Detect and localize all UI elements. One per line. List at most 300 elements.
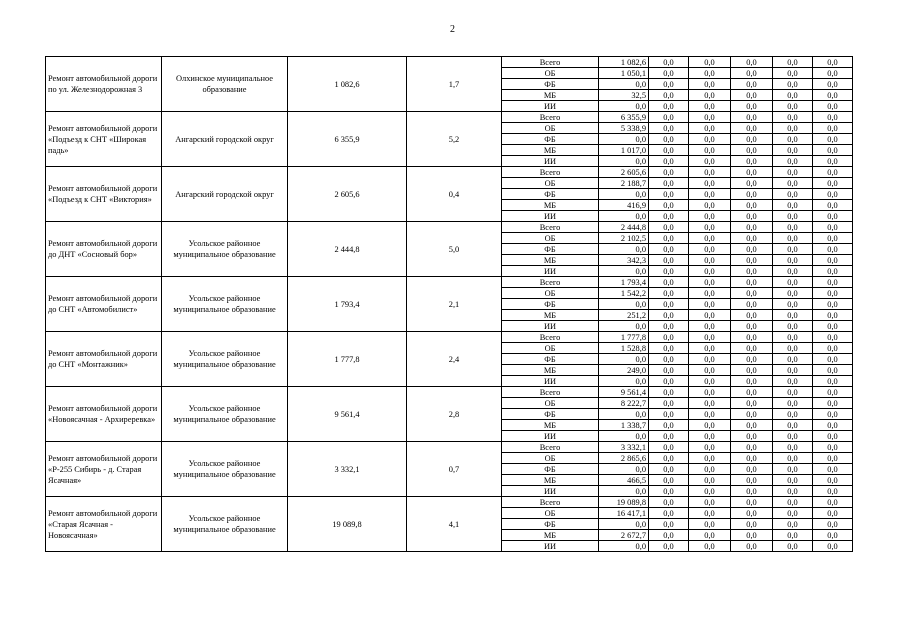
year-amount-cell: 0,0 <box>689 200 731 211</box>
funding-amount-cell: 2 605,6 <box>599 167 649 178</box>
funding-amount-cell: 1 050,1 <box>599 68 649 79</box>
total-sum-cell: 9 561,4 <box>288 387 407 442</box>
table-row <box>46 497 853 508</box>
year-amount-cell: 0,0 <box>773 288 813 299</box>
year-amount-cell: 0,0 <box>731 475 773 486</box>
year-amount-cell: 0,0 <box>731 244 773 255</box>
table-row <box>46 442 853 453</box>
year-amount-cell: 0,0 <box>689 134 731 145</box>
funding-amount-cell: 2 102,5 <box>599 233 649 244</box>
year-amount-cell: 0,0 <box>773 420 813 431</box>
year-amount-cell: 0,0 <box>773 387 813 398</box>
year-amount-cell: 0,0 <box>731 519 773 530</box>
funding-source-cell: ОБ <box>502 178 599 189</box>
year-amount-cell: 0,0 <box>649 189 689 200</box>
road-length-cell: 2,8 <box>407 387 502 442</box>
year-amount-cell: 0,0 <box>649 519 689 530</box>
funding-source-cell: ОБ <box>502 508 599 519</box>
year-amount-cell: 0,0 <box>731 167 773 178</box>
year-amount-cell: 0,0 <box>813 178 853 189</box>
total-sum-cell: 19 089,8 <box>288 497 407 552</box>
road-length-cell: 5,0 <box>407 222 502 277</box>
funding-amount-cell: 0,0 <box>599 101 649 112</box>
year-amount-cell: 0,0 <box>649 123 689 134</box>
year-amount-cell: 0,0 <box>813 387 853 398</box>
table-row <box>46 57 853 68</box>
year-amount-cell: 0,0 <box>649 244 689 255</box>
funding-amount-cell: 1 082,6 <box>599 57 649 68</box>
road-length-cell: 2,1 <box>407 277 502 332</box>
year-amount-cell: 0,0 <box>689 409 731 420</box>
year-amount-cell: 0,0 <box>689 299 731 310</box>
year-amount-cell: 0,0 <box>649 211 689 222</box>
year-amount-cell: 0,0 <box>689 398 731 409</box>
year-amount-cell: 0,0 <box>773 156 813 167</box>
year-amount-cell: 0,0 <box>813 376 853 387</box>
year-amount-cell: 0,0 <box>731 497 773 508</box>
year-amount-cell: 0,0 <box>773 57 813 68</box>
year-amount-cell: 0,0 <box>813 101 853 112</box>
road-name-cell: Ремонт автомобильной дороги «Подъезд к СНТ «Широкая падь» <box>46 112 162 167</box>
funding-amount-cell: 1 542,2 <box>599 288 649 299</box>
funding-source-cell: ИИ <box>502 376 599 387</box>
table-row <box>46 332 853 343</box>
year-amount-cell: 0,0 <box>689 189 731 200</box>
road-name-cell: Ремонт автомобильной дороги до СНТ «Автомобилист» <box>46 277 162 332</box>
year-amount-cell: 0,0 <box>773 112 813 123</box>
year-amount-cell: 0,0 <box>731 145 773 156</box>
year-amount-cell: 0,0 <box>689 233 731 244</box>
year-amount-cell: 0,0 <box>773 541 813 552</box>
funding-amount-cell: 0,0 <box>599 189 649 200</box>
funding-source-cell: ИИ <box>502 541 599 552</box>
year-amount-cell: 0,0 <box>689 123 731 134</box>
year-amount-cell: 0,0 <box>731 134 773 145</box>
funding-amount-cell: 0,0 <box>599 354 649 365</box>
year-amount-cell: 0,0 <box>689 288 731 299</box>
year-amount-cell: 0,0 <box>773 365 813 376</box>
year-amount-cell: 0,0 <box>649 365 689 376</box>
year-amount-cell: 0,0 <box>649 475 689 486</box>
municipality-cell: Олхинское муниципальное образование <box>162 57 288 112</box>
year-amount-cell: 0,0 <box>813 79 853 90</box>
year-amount-cell: 0,0 <box>813 310 853 321</box>
year-amount-cell: 0,0 <box>813 57 853 68</box>
year-amount-cell: 0,0 <box>731 464 773 475</box>
year-amount-cell: 0,0 <box>731 310 773 321</box>
road-length-cell: 5,2 <box>407 112 502 167</box>
year-amount-cell: 0,0 <box>813 112 853 123</box>
year-amount-cell: 0,0 <box>813 464 853 475</box>
funding-amount-cell: 9 561,4 <box>599 387 649 398</box>
year-amount-cell: 0,0 <box>649 530 689 541</box>
year-amount-cell: 0,0 <box>731 409 773 420</box>
year-amount-cell: 0,0 <box>731 332 773 343</box>
year-amount-cell: 0,0 <box>649 68 689 79</box>
year-amount-cell: 0,0 <box>649 167 689 178</box>
year-amount-cell: 0,0 <box>689 530 731 541</box>
year-amount-cell: 0,0 <box>689 145 731 156</box>
year-amount-cell: 0,0 <box>649 255 689 266</box>
year-amount-cell: 0,0 <box>731 398 773 409</box>
year-amount-cell: 0,0 <box>773 431 813 442</box>
year-amount-cell: 0,0 <box>731 541 773 552</box>
year-amount-cell: 0,0 <box>773 145 813 156</box>
funding-source-cell: ФБ <box>502 134 599 145</box>
year-amount-cell: 0,0 <box>649 486 689 497</box>
year-amount-cell: 0,0 <box>773 255 813 266</box>
year-amount-cell: 0,0 <box>813 343 853 354</box>
year-amount-cell: 0,0 <box>731 442 773 453</box>
funding-amount-cell: 2 672,7 <box>599 530 649 541</box>
funding-amount-cell: 3 332,1 <box>599 442 649 453</box>
funding-amount-cell: 0,0 <box>599 431 649 442</box>
funding-amount-cell: 1 793,4 <box>599 277 649 288</box>
year-amount-cell: 0,0 <box>773 222 813 233</box>
table-row <box>46 167 853 178</box>
year-amount-cell: 0,0 <box>813 409 853 420</box>
year-amount-cell: 0,0 <box>689 387 731 398</box>
funding-source-cell: ИИ <box>502 486 599 497</box>
year-amount-cell: 0,0 <box>813 255 853 266</box>
total-sum-cell: 2 444,8 <box>288 222 407 277</box>
municipality-cell: Ангарский городской округ <box>162 167 288 222</box>
road-name-cell: Ремонт автомобильной дороги «Новоясачная - Архиреревка» <box>46 387 162 442</box>
funding-source-cell: ИИ <box>502 266 599 277</box>
year-amount-cell: 0,0 <box>773 497 813 508</box>
year-amount-cell: 0,0 <box>731 508 773 519</box>
year-amount-cell: 0,0 <box>731 112 773 123</box>
year-amount-cell: 0,0 <box>689 343 731 354</box>
year-amount-cell: 0,0 <box>649 222 689 233</box>
year-amount-cell: 0,0 <box>689 332 731 343</box>
year-amount-cell: 0,0 <box>731 156 773 167</box>
year-amount-cell: 0,0 <box>689 519 731 530</box>
year-amount-cell: 0,0 <box>649 112 689 123</box>
year-amount-cell: 0,0 <box>689 244 731 255</box>
funding-amount-cell: 2 865,6 <box>599 453 649 464</box>
road-name-cell: Ремонт автомобильной дороги «Старая Ясачная - Новоясачная» <box>46 497 162 552</box>
year-amount-cell: 0,0 <box>773 277 813 288</box>
year-amount-cell: 0,0 <box>731 90 773 101</box>
funding-amount-cell: 1 017,0 <box>599 145 649 156</box>
funding-source-cell: ОБ <box>502 68 599 79</box>
year-amount-cell: 0,0 <box>813 530 853 541</box>
year-amount-cell: 0,0 <box>689 68 731 79</box>
funding-amount-cell: 19 089,8 <box>599 497 649 508</box>
funding-source-cell: ФБ <box>502 464 599 475</box>
year-amount-cell: 0,0 <box>813 134 853 145</box>
year-amount-cell: 0,0 <box>731 255 773 266</box>
year-amount-cell: 0,0 <box>731 387 773 398</box>
year-amount-cell: 0,0 <box>689 442 731 453</box>
year-amount-cell: 0,0 <box>773 321 813 332</box>
year-amount-cell: 0,0 <box>649 134 689 145</box>
year-amount-cell: 0,0 <box>649 343 689 354</box>
year-amount-cell: 0,0 <box>731 376 773 387</box>
year-amount-cell: 0,0 <box>649 464 689 475</box>
year-amount-cell: 0,0 <box>813 398 853 409</box>
year-amount-cell: 0,0 <box>813 497 853 508</box>
year-amount-cell: 0,0 <box>649 376 689 387</box>
year-amount-cell: 0,0 <box>813 211 853 222</box>
year-amount-cell: 0,0 <box>773 211 813 222</box>
municipality-cell: Усольское районное муниципальное образование <box>162 497 288 552</box>
year-amount-cell: 0,0 <box>773 90 813 101</box>
funding-amount-cell: 0,0 <box>599 376 649 387</box>
year-amount-cell: 0,0 <box>773 354 813 365</box>
year-amount-cell: 0,0 <box>773 508 813 519</box>
funding-source-cell: Всего <box>502 277 599 288</box>
year-amount-cell: 0,0 <box>813 277 853 288</box>
year-amount-cell: 0,0 <box>773 123 813 134</box>
year-amount-cell: 0,0 <box>773 189 813 200</box>
year-amount-cell: 0,0 <box>731 277 773 288</box>
table-row <box>46 112 853 123</box>
year-amount-cell: 0,0 <box>813 475 853 486</box>
funding-source-cell: ИИ <box>502 431 599 442</box>
year-amount-cell: 0,0 <box>813 453 853 464</box>
year-amount-cell: 0,0 <box>689 255 731 266</box>
year-amount-cell: 0,0 <box>813 167 853 178</box>
year-amount-cell: 0,0 <box>689 90 731 101</box>
year-amount-cell: 0,0 <box>813 442 853 453</box>
year-amount-cell: 0,0 <box>689 453 731 464</box>
year-amount-cell: 0,0 <box>649 508 689 519</box>
year-amount-cell: 0,0 <box>731 68 773 79</box>
funding-amount-cell: 0,0 <box>599 464 649 475</box>
year-amount-cell: 0,0 <box>649 178 689 189</box>
year-amount-cell: 0,0 <box>773 68 813 79</box>
year-amount-cell: 0,0 <box>813 156 853 167</box>
year-amount-cell: 0,0 <box>813 266 853 277</box>
year-amount-cell: 0,0 <box>773 464 813 475</box>
funding-source-cell: Всего <box>502 442 599 453</box>
year-amount-cell: 0,0 <box>649 101 689 112</box>
road-length-cell: 2,4 <box>407 332 502 387</box>
year-amount-cell: 0,0 <box>813 200 853 211</box>
year-amount-cell: 0,0 <box>689 365 731 376</box>
year-amount-cell: 0,0 <box>649 156 689 167</box>
total-sum-cell: 1 082,6 <box>288 57 407 112</box>
year-amount-cell: 0,0 <box>773 519 813 530</box>
year-amount-cell: 0,0 <box>813 365 853 376</box>
year-amount-cell: 0,0 <box>731 57 773 68</box>
year-amount-cell: 0,0 <box>689 486 731 497</box>
year-amount-cell: 0,0 <box>773 101 813 112</box>
year-amount-cell: 0,0 <box>773 475 813 486</box>
year-amount-cell: 0,0 <box>689 266 731 277</box>
funding-source-cell: Всего <box>502 57 599 68</box>
year-amount-cell: 0,0 <box>731 299 773 310</box>
funding-amount-cell: 1 338,7 <box>599 420 649 431</box>
year-amount-cell: 0,0 <box>773 310 813 321</box>
year-amount-cell: 0,0 <box>689 475 731 486</box>
road-length-cell: 0,7 <box>407 442 502 497</box>
year-amount-cell: 0,0 <box>813 288 853 299</box>
funding-source-cell: Всего <box>502 497 599 508</box>
funding-amount-cell: 1 528,8 <box>599 343 649 354</box>
year-amount-cell: 0,0 <box>689 57 731 68</box>
year-amount-cell: 0,0 <box>731 321 773 332</box>
table-row <box>46 222 853 233</box>
year-amount-cell: 0,0 <box>649 398 689 409</box>
year-amount-cell: 0,0 <box>731 431 773 442</box>
funding-amount-cell: 249,0 <box>599 365 649 376</box>
year-amount-cell: 0,0 <box>649 420 689 431</box>
year-amount-cell: 0,0 <box>649 321 689 332</box>
funding-source-cell: МБ <box>502 200 599 211</box>
year-amount-cell: 0,0 <box>689 156 731 167</box>
road-length-cell: 0,4 <box>407 167 502 222</box>
year-amount-cell: 0,0 <box>813 321 853 332</box>
funding-source-cell: МБ <box>502 530 599 541</box>
funding-amount-cell: 342,3 <box>599 255 649 266</box>
year-amount-cell: 0,0 <box>649 277 689 288</box>
year-amount-cell: 0,0 <box>813 354 853 365</box>
year-amount-cell: 0,0 <box>773 178 813 189</box>
funding-source-cell: МБ <box>502 145 599 156</box>
funding-amount-cell: 0,0 <box>599 156 649 167</box>
year-amount-cell: 0,0 <box>649 541 689 552</box>
funding-source-cell: ИИ <box>502 211 599 222</box>
year-amount-cell: 0,0 <box>689 167 731 178</box>
year-amount-cell: 0,0 <box>689 79 731 90</box>
funding-amount-cell: 0,0 <box>599 79 649 90</box>
year-amount-cell: 0,0 <box>773 299 813 310</box>
year-amount-cell: 0,0 <box>773 453 813 464</box>
funding-source-cell: ФБ <box>502 519 599 530</box>
total-sum-cell: 3 332,1 <box>288 442 407 497</box>
page-number: 2 <box>450 24 455 35</box>
year-amount-cell: 0,0 <box>689 310 731 321</box>
year-amount-cell: 0,0 <box>813 420 853 431</box>
funding-amount-cell: 251,2 <box>599 310 649 321</box>
year-amount-cell: 0,0 <box>813 145 853 156</box>
year-amount-cell: 0,0 <box>773 233 813 244</box>
year-amount-cell: 0,0 <box>689 541 731 552</box>
year-amount-cell: 0,0 <box>689 464 731 475</box>
year-amount-cell: 0,0 <box>689 277 731 288</box>
year-amount-cell: 0,0 <box>773 398 813 409</box>
funding-source-cell: МБ <box>502 255 599 266</box>
funding-source-cell: ИИ <box>502 156 599 167</box>
table-row <box>46 387 853 398</box>
year-amount-cell: 0,0 <box>731 365 773 376</box>
year-amount-cell: 0,0 <box>649 310 689 321</box>
year-amount-cell: 0,0 <box>731 222 773 233</box>
year-amount-cell: 0,0 <box>731 189 773 200</box>
year-amount-cell: 0,0 <box>813 244 853 255</box>
year-amount-cell: 0,0 <box>773 200 813 211</box>
funding-source-cell: ОБ <box>502 398 599 409</box>
year-amount-cell: 0,0 <box>773 266 813 277</box>
year-amount-cell: 0,0 <box>689 211 731 222</box>
year-amount-cell: 0,0 <box>773 79 813 90</box>
funding-amount-cell: 0,0 <box>599 519 649 530</box>
road-name-cell: Ремонт автомобильной дороги по ул. Железнодорожная 3 <box>46 57 162 112</box>
municipality-cell: Усольское районное муниципальное образование <box>162 277 288 332</box>
year-amount-cell: 0,0 <box>689 321 731 332</box>
funding-amount-cell: 6 355,9 <box>599 112 649 123</box>
funding-amount-cell: 416,9 <box>599 200 649 211</box>
year-amount-cell: 0,0 <box>731 530 773 541</box>
year-amount-cell: 0,0 <box>689 101 731 112</box>
funding-source-cell: ОБ <box>502 343 599 354</box>
year-amount-cell: 0,0 <box>773 486 813 497</box>
funding-amount-cell: 0,0 <box>599 244 649 255</box>
year-amount-cell: 0,0 <box>689 431 731 442</box>
year-amount-cell: 0,0 <box>731 343 773 354</box>
municipality-cell: Усольское районное муниципальное образование <box>162 222 288 277</box>
year-amount-cell: 0,0 <box>649 332 689 343</box>
year-amount-cell: 0,0 <box>773 442 813 453</box>
funding-source-cell: ОБ <box>502 123 599 134</box>
year-amount-cell: 0,0 <box>731 200 773 211</box>
funding-source-cell: ФБ <box>502 244 599 255</box>
road-name-cell: Ремонт автомобильной дороги «Подъезд к СНТ «Виктория» <box>46 167 162 222</box>
year-amount-cell: 0,0 <box>773 530 813 541</box>
year-amount-cell: 0,0 <box>689 354 731 365</box>
year-amount-cell: 0,0 <box>649 409 689 420</box>
road-name-cell: Ремонт автомобильной дороги до СНТ «Монтажник» <box>46 332 162 387</box>
year-amount-cell: 0,0 <box>649 79 689 90</box>
year-amount-cell: 0,0 <box>813 508 853 519</box>
year-amount-cell: 0,0 <box>773 244 813 255</box>
year-amount-cell: 0,0 <box>689 497 731 508</box>
funding-source-cell: МБ <box>502 475 599 486</box>
year-amount-cell: 0,0 <box>813 332 853 343</box>
year-amount-cell: 0,0 <box>773 343 813 354</box>
financing-table <box>45 56 853 552</box>
funding-source-cell: МБ <box>502 90 599 101</box>
year-amount-cell: 0,0 <box>731 233 773 244</box>
funding-source-cell: Всего <box>502 112 599 123</box>
year-amount-cell: 0,0 <box>813 519 853 530</box>
funding-amount-cell: 0,0 <box>599 321 649 332</box>
year-amount-cell: 0,0 <box>689 420 731 431</box>
funding-source-cell: Всего <box>502 332 599 343</box>
year-amount-cell: 0,0 <box>649 288 689 299</box>
funding-amount-cell: 16 417,1 <box>599 508 649 519</box>
year-amount-cell: 0,0 <box>689 222 731 233</box>
year-amount-cell: 0,0 <box>813 123 853 134</box>
funding-amount-cell: 0,0 <box>599 299 649 310</box>
year-amount-cell: 0,0 <box>649 431 689 442</box>
year-amount-cell: 0,0 <box>689 178 731 189</box>
funding-source-cell: ОБ <box>502 233 599 244</box>
year-amount-cell: 0,0 <box>731 354 773 365</box>
municipality-cell: Усольское районное муниципальное образование <box>162 442 288 497</box>
funding-amount-cell: 1 777,8 <box>599 332 649 343</box>
year-amount-cell: 0,0 <box>813 90 853 101</box>
year-amount-cell: 0,0 <box>731 288 773 299</box>
year-amount-cell: 0,0 <box>649 266 689 277</box>
total-sum-cell: 1 777,8 <box>288 332 407 387</box>
total-sum-cell: 6 355,9 <box>288 112 407 167</box>
table-row <box>46 277 853 288</box>
year-amount-cell: 0,0 <box>649 453 689 464</box>
total-sum-cell: 2 605,6 <box>288 167 407 222</box>
funding-source-cell: ФБ <box>502 79 599 90</box>
year-amount-cell: 0,0 <box>649 354 689 365</box>
year-amount-cell: 0,0 <box>813 222 853 233</box>
funding-source-cell: ОБ <box>502 453 599 464</box>
year-amount-cell: 0,0 <box>773 332 813 343</box>
year-amount-cell: 0,0 <box>731 178 773 189</box>
funding-source-cell: ФБ <box>502 409 599 420</box>
year-amount-cell: 0,0 <box>813 299 853 310</box>
